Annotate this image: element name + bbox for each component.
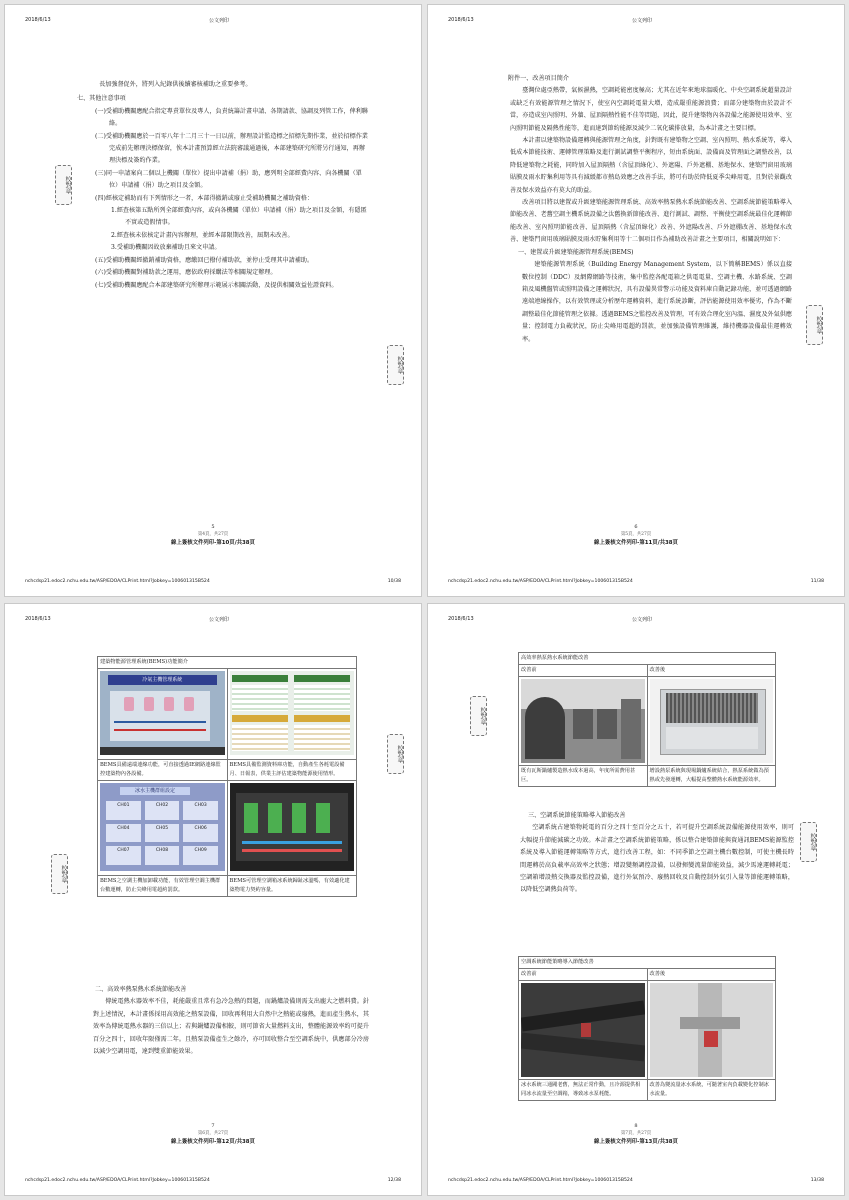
section-1-heading: 一、建置或升級建築能源管理系統(BEMS)	[518, 248, 634, 256]
proofread-stamp: 校對章	[51, 854, 68, 894]
photo-boiler-before	[521, 679, 645, 763]
item-6: (六)受補助機關對補助款之運用，應依政府採購法等相關規定辦理。	[95, 269, 277, 277]
print-date: 2018/6/13	[25, 17, 51, 23]
page-header	[448, 616, 824, 626]
table-title: 高效率熱泵熱水系統節能改善	[519, 653, 776, 665]
document-page-5	[4, 4, 422, 597]
screenshot-title: 冷氣主機管理系統	[108, 675, 217, 685]
item-7: (七)受補助機關應配合本部建築研究所辦理示範展示相關活動，及提供相關效益佐證資料。	[95, 281, 338, 289]
proofread-stamp: 校對章	[800, 822, 817, 862]
bems-screenshot-chiller-system	[100, 671, 225, 755]
footer-url: nchcdsp21.edoc2.nchu.edu.tw/ASP/EDOA/CLPrint.html?Jobkey=100601315B524	[448, 579, 633, 584]
proofread-stamp: 校對章	[470, 696, 487, 736]
page-footer	[25, 1178, 401, 1186]
item-1: (一)受補助機關應配合指定專責單位及專人，負責統籌計畫申請、各期請款、協調及列管工作，俾利聯絡。	[95, 107, 368, 128]
item-4-sub-2: 2.經查核未依核定計畫內容辦理，並經本部限期改善，屆期未改善。	[111, 231, 294, 239]
screenshot-title: 冰水主機群組設定	[120, 787, 190, 795]
page-body	[520, 810, 794, 897]
chiller-unit: CH04	[106, 824, 141, 843]
intro-line: 長加強督促外，將列入紀錄供後續審核補助之重要參考。	[99, 81, 252, 88]
page-body	[510, 73, 792, 346]
page-footer	[448, 1178, 824, 1186]
heat-pump-table	[518, 652, 776, 787]
footer-page-count: 13/38	[810, 1178, 824, 1183]
page-info: 第7頁，共27頁	[620, 1131, 652, 1136]
table-title: 建築物能源管理系統(BEMS)功能簡介	[98, 657, 357, 669]
hvac-strategy-table	[518, 956, 776, 1101]
chiller-unit: CH03	[183, 801, 218, 820]
bems-screenshot-database-report	[230, 671, 355, 755]
header-title: 公文列印	[632, 18, 653, 24]
caption-before: 既有瓦斯鍋爐製造熱水成本過高，年度所需費用甚巨。	[519, 766, 648, 787]
paragraph-1: 傳統電熱水器效率不佳，耗能嚴重且常有急冷急熱的問題，而鍋爐設備則需支出龐大之燃料費。針對上述情況，本計畫係採用高效能之熱泵設備，回收再利用大自然中之熱能或廢熱，進而產生熱水，其效率為傳統電熱水器的三倍以上；若與鍋爐設備相較，則可節省大量燃料支出，整體能源效率約可提升百分之四十，回收年限僅需二年。且熱泵設備產生之餘冷，亦可回收整合至空調系統中，供應部分冷房以減少空調用電，達到雙重節能效果。	[93, 998, 369, 1056]
page-number: 8	[634, 1123, 638, 1129]
photo-heat-pump-after	[650, 679, 774, 763]
paragraph-1: 臺灣位處亞熱帶，氣候濕熱，空調耗能密度極高；尤其在近年來地球溫暖化、中央空調系統超量設計或缺乏有效能源管理之情況下，使室內空調耗電量大增，造成嚴重能源浪費；而部分建築物由於設計不當，亦造成室內照明、外牆、屋頂隔熱性能不佳等問題，因此，提升建築物內各設備之能源使用效率、室內照明節能及隔熱性能等，進而達到節約能源及減少二氧化碳排放量，為本計畫之主要目標。	[510, 87, 792, 132]
caption-after: 改善為變流量冰水系統，可隨著室內負載變化控制冰水流量。	[647, 1080, 776, 1101]
section-heading: 七、其他注意事項	[77, 95, 126, 103]
chiller-unit: CH09	[183, 846, 218, 865]
footer-page-count: 12/38	[387, 1178, 401, 1183]
page-info: 第4頁，共27頁	[197, 532, 229, 537]
paragraph-3: 改善項目將以建置或升級建築能源管理系統、高效率熱泵熱水系統節能改善、空調系統節能策略導入節能改善、老舊空調主機系統設備之汰舊換新節能改善、進行測試、調整、平衡使空調系統最佳化運轉節能改善、室內照明節能改善、屋頂隔熱（含屋頂綠化）改善、外遮陽改善、戶外遮棚改善、基地保水改善、建築門窗用玻璃貼膜及雨水貯集利用等十二個項目作為補助改善計畫之主要項目，相關說明如下：	[510, 199, 792, 244]
proofread-stamp: 校對章	[387, 345, 404, 385]
photo-valve-after	[650, 983, 774, 1077]
footer-title: 線上簽核文件列印-第12頁/共38頁	[171, 1139, 255, 1145]
page-number: 6	[634, 524, 638, 530]
footer-title: 線上簽核文件列印-第11頁/共38頁	[594, 540, 678, 546]
document-page-8	[427, 603, 845, 1196]
chiller-unit: CH07	[106, 846, 141, 865]
page-body	[87, 984, 369, 1058]
paragraph-1: 空調系統占建築物耗電的百分之四十至百分之五十，若可提升空調系統設備能源使用效率，則可大幅提升節能減碳之功效。本計畫之空調系統節能策略，係以整合建築節能與資通訊BEMS能源監控系統及導入節能運轉策略等方式，進行改善工程，如：不同季節之空調主機台數控制，可使主機長時間運轉於高負載率高效率之狀態；增設變頻調控設備，以發揮變流量節能效益，減少馬達運轉耗電；空調箱增設熱交換器及監控設備，進行外氣預冷、廢熱回收及自動控制外氣引入量等節能運轉策略，以降低空調熱負荷等。	[520, 824, 794, 894]
caption-database: BEMS具備監測資料庫功能，自動產生各耗電設備月、日報表，供業主評估建築物能源使用情形。	[227, 760, 357, 781]
item-4: (四)經核定補助而有下列情形之一者，本部得撤銷或廢止受補助機關之補助資格：	[95, 194, 314, 202]
paragraph-4: 建築能源管理系統（Building Energy Management System，以下簡稱BEMS）係以直接數位控制（DDC）及網際網路等技術，集中監控各配電箱之供電電量、空調主機、水路系統、空調箱及風機盤管或照明設備之運轉狀況，具有設備異常警示功能及資料庫自動記錄功能，並可透過網路遠端連線操作，以有效管理或分析歷年運轉資料，進行系統診斷，評估能源使用效率優劣，作為不斷調整最佳化節能管理之依據。透過BEMS之監控改善及管理，可有效合理化室內溫、濕度及外氣供應量；控制電力負載狀況，防止尖峰用電超約罰款，並加強設備管理維護，維持機器設備最佳運轉效率。	[522, 261, 792, 343]
bems-screenshot-chiller-group	[100, 783, 225, 871]
chiller-unit: CH06	[183, 824, 218, 843]
section-2-heading: 二、高效率熱泵熱水系統節能改善	[95, 986, 187, 993]
photo-valve-before	[521, 983, 645, 1077]
footer-page-count: 11/38	[810, 579, 824, 584]
header-title: 公文列印	[209, 18, 230, 24]
chiller-unit: CH01	[106, 801, 141, 820]
section-3-heading: 三、空調系統節能策略導入節能改善	[528, 812, 626, 819]
footer-title: 線上簽核文件列印-第10頁/共38頁	[171, 540, 255, 546]
print-date: 2018/6/13	[448, 17, 474, 23]
chiller-grid	[106, 801, 218, 865]
header-title: 公文列印	[209, 617, 230, 623]
page-header	[448, 17, 824, 27]
header-title: 公文列印	[632, 617, 653, 623]
print-date: 2018/6/13	[25, 616, 51, 622]
page-header	[25, 17, 401, 27]
footer-page-count: 10/38	[387, 579, 401, 584]
caption-remote-connection: BEMS具備遠端連線功能，可直接透過IE網路連線監控建築物內各設備。	[98, 760, 228, 781]
page-body	[77, 79, 369, 292]
item-4-sub-1: 1.經查核第五點所列全部經費內容，或向各機關（單位）申請補（捐）助之項目及金額，有隱匿不實或造假情事。	[111, 207, 367, 227]
page-number: 5	[211, 524, 215, 530]
footer-url: nchcdsp21.edoc2.nchu.edu.tw/ASP/EDOA/CLPrint.html?Jobkey=100601315B524	[448, 1178, 633, 1183]
chiller-unit: CH08	[145, 846, 180, 865]
footer-url: nchcdsp21.edoc2.nchu.edu.tw/ASP/EDOA/CLPrint.html?Jobkey=100601315B524	[25, 1178, 210, 1183]
caption-after: 增設熱泵系統與現場鍋爐系統結合，熱泵系統做為預熱或先發運轉，大幅提高整體熱水系統能源效率。	[647, 766, 776, 787]
page-footer	[25, 579, 401, 587]
page-info: 第6頁，共27頁	[197, 1131, 229, 1136]
caption-load-shedding: BEMS之空調主機加卸載功能，有效管理空調主機群台數運轉，防止尖峰用電超約罰款。	[98, 876, 228, 897]
annex-title: 附件一、改善項目簡介	[508, 75, 569, 82]
after-header: 改善後	[647, 665, 776, 677]
page-number: 7	[211, 1123, 215, 1129]
footer-url: nchcdsp21.edoc2.nchu.edu.tw/ASP/EDOA/CLPrint.html?Jobkey=100601315B524	[25, 579, 210, 584]
table-title: 空調系統節能策略導入節能改善	[519, 957, 776, 969]
item-5: (五)受補助機關經撤銷補助資格，應繳回已撥付補助款，並停止受理其申請補助。	[95, 256, 314, 264]
item-4-sub-3: 3.受補助機關因故放棄補助且來文申請。	[111, 244, 221, 252]
footer-title: 線上簽核文件列印-第13頁/共38頁	[594, 1139, 678, 1145]
before-header: 改善前	[519, 665, 648, 677]
chiller-unit: CH05	[145, 824, 180, 843]
print-date: 2018/6/13	[448, 616, 474, 622]
proofread-stamp: 校對章	[55, 165, 72, 205]
document-page-7	[4, 603, 422, 1196]
page-header	[25, 616, 401, 626]
bems-function-table	[97, 656, 357, 897]
item-2: (二)受補助機關應於一百零八年十二月三十一日以前，辦理設計監造標之招標先期作業，並於招標作業完成前先辦理決標保留，俟本計畫預算經立法院審議通過後，本部建築研究所將另行通知，再辦理決標及簽約作業。	[95, 132, 368, 165]
item-3: (三)同一申請案向二個以上機關（單位）提出申請補（捐）助，應列明全部經費內容、向各機關（單位）申請補（捐）助之項目及金額。	[95, 169, 362, 190]
proofread-stamp: 校對章	[806, 305, 823, 345]
page-info: 第5頁，共27頁	[620, 532, 652, 537]
document-page-6	[427, 4, 845, 597]
bems-screenshot-air-handler	[230, 783, 355, 871]
proofread-stamp: 校對章	[387, 734, 404, 774]
caption-air-handler: BEMS可管理空調箱冰系統歸趾冰溫嗎，有效適化建築物電力契約容量。	[227, 876, 357, 897]
page-footer	[448, 579, 824, 587]
after-header: 改善後	[647, 969, 776, 981]
chiller-unit: CH02	[145, 801, 180, 820]
caption-before: 冰水系統三通閥老舊，無法正常作動，且冷源提供相同冰水流量至空調箱，導致冰水泵耗能。	[519, 1080, 648, 1101]
paragraph-2: 本計畫以建築物設備運轉與能源管理之角度，針對既有建築物之空調、室內照明、熱水系統等，導入低成本節能技術、運轉管理策略及進行測試調整平衡程序，短由系統面、設備面及管理面之調整改善，以降低建築物之耗能，同時加入屋頂隔熱（含屋頂綠化）、外遮陽、戶外遮棚、基地保水、建築門窗用玻璃貼膜及雨水貯集利用等具有減緩都市熱島效應之改善手法，將可有助於降低夏季尖峰用電，且對於景觀改善及保水效益亦有莫大的助益。	[510, 137, 792, 194]
before-header: 改善前	[519, 969, 648, 981]
